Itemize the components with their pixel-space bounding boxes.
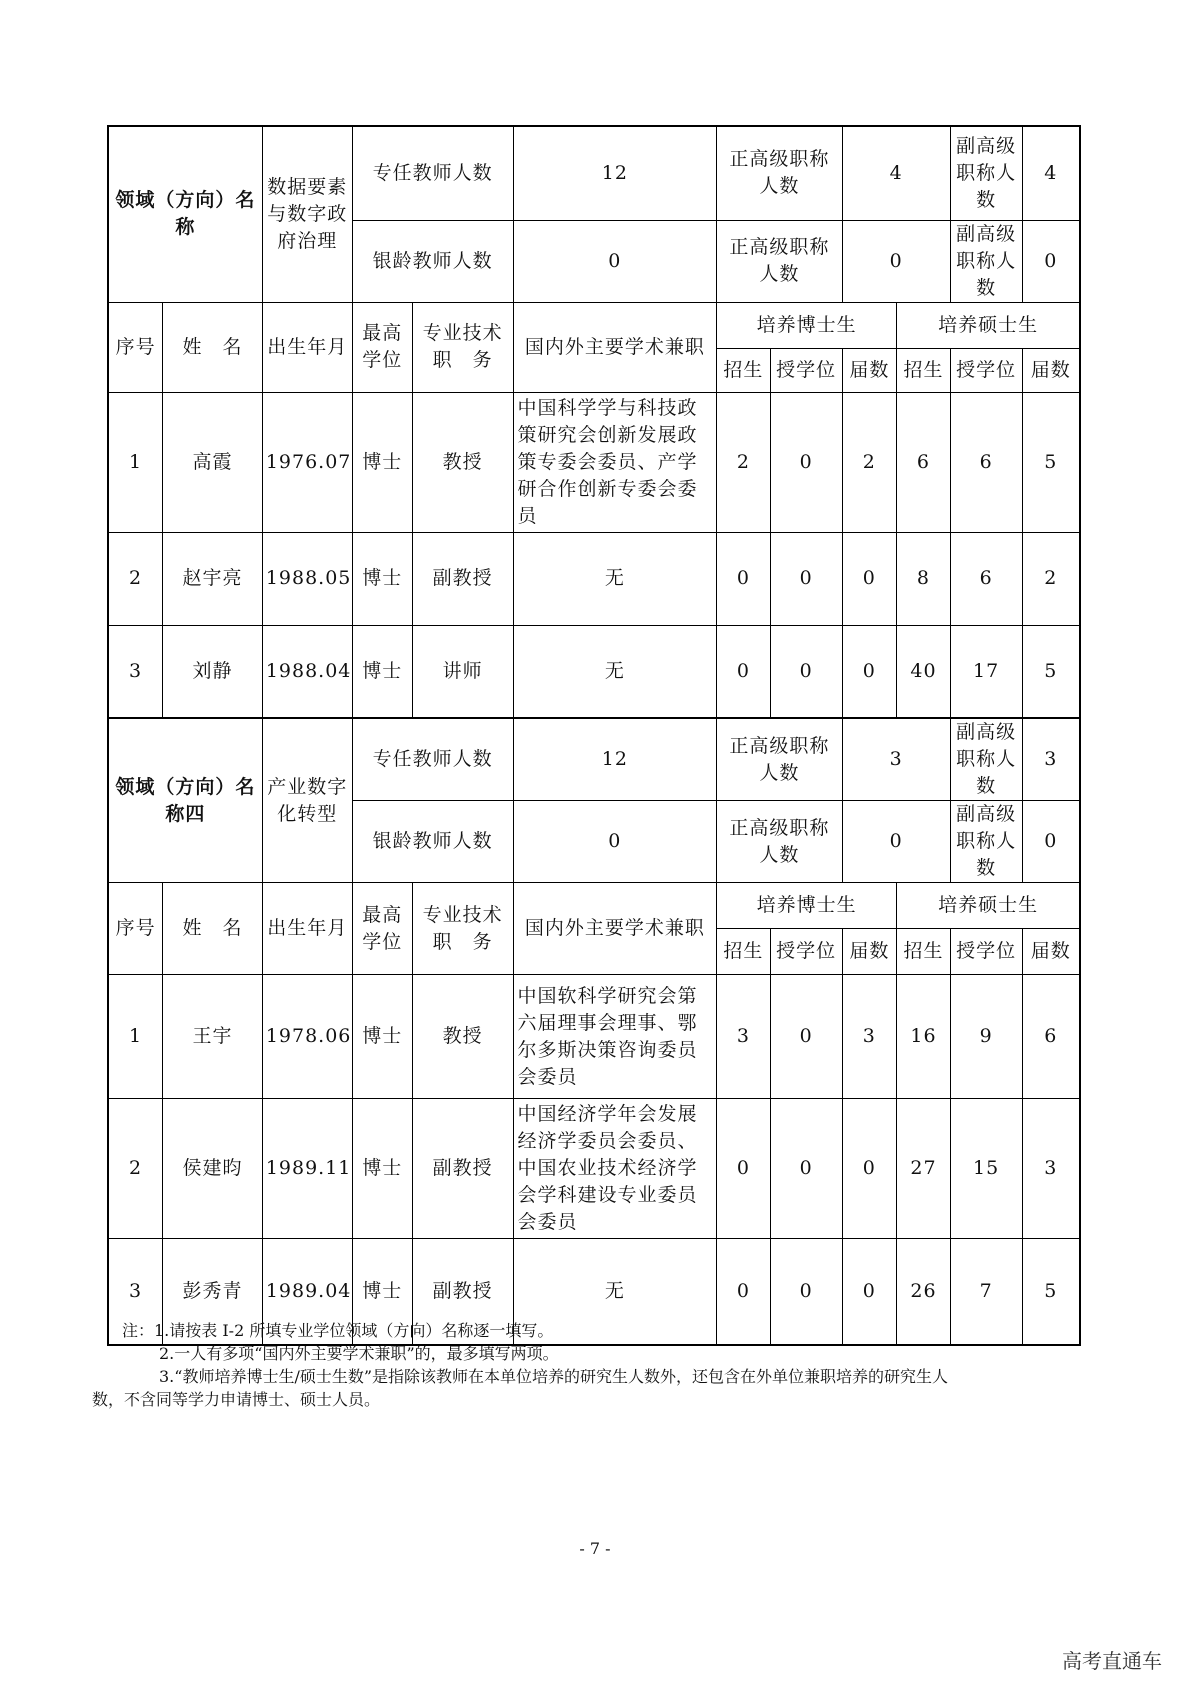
cell-phd-enroll: 0: [717, 1099, 771, 1239]
block2-senior-label: 正高级职称人数: [717, 718, 842, 801]
cell-master-degree: 6: [950, 532, 1022, 625]
cell-master-cohorts: 6: [1022, 975, 1080, 1099]
cell-seq: 3: [108, 1239, 163, 1345]
header-master-enroll: 招生: [897, 929, 951, 975]
cell-master-cohorts: 5: [1022, 625, 1080, 718]
cell-phd-enroll: 0: [717, 1239, 771, 1345]
note-2: 2.一人有多项“国内外主要学术兼职”的，最多填写两项。: [159, 1344, 559, 1363]
block1-retired-associate-value: 0: [1022, 220, 1080, 302]
block2-senior-value: 3: [842, 718, 950, 801]
header-degree: 最高学位: [352, 883, 412, 975]
cell-degree: 博士: [352, 625, 412, 718]
cell-seq: 1: [108, 392, 163, 532]
cell-master-cohorts: 5: [1022, 392, 1080, 532]
header-phd-enroll: 招生: [717, 929, 771, 975]
cell-phd-degree: 0: [770, 625, 842, 718]
header-master: 培养硕士生: [897, 883, 1080, 929]
cell-phd-cohorts: 3: [842, 975, 897, 1099]
block1-senior-label: 正高级职称人数: [717, 126, 842, 220]
block2-associate-value: 3: [1022, 718, 1080, 801]
block2-retired-associate-label: 副高级职称人数: [950, 801, 1022, 883]
header-phd-degree: 授学位: [770, 348, 842, 392]
block1-field-name: 数据要素与数字政府治理: [262, 126, 352, 302]
cell-phd-degree: 0: [770, 975, 842, 1099]
cell-master-enroll: 27: [897, 1099, 951, 1239]
header-master-cohorts: 届数: [1022, 348, 1080, 392]
cell-seq: 2: [108, 532, 163, 625]
faculty-table: [107, 125, 1081, 1346]
header-title: 专业技术职 务: [412, 302, 513, 392]
cell-title: 教授: [412, 975, 513, 1099]
block2-fulltime-label: 专任教师人数: [352, 718, 513, 801]
block2-retired-label: 银龄教师人数: [352, 801, 513, 883]
header-master: 培养硕士生: [897, 302, 1080, 348]
cell-phd-enroll: 0: [717, 625, 771, 718]
block1-retired-senior-value: 0: [842, 220, 950, 302]
cell-title: 讲师: [412, 625, 513, 718]
block1-retired-value: 0: [513, 220, 717, 302]
cell-phd-degree: 0: [770, 1239, 842, 1345]
cell-title: 副教授: [412, 532, 513, 625]
block1-retired-senior-label: 正高级职称人数: [717, 220, 842, 302]
block2-field-label: 领域（方向）名称四: [108, 718, 262, 883]
cell-master-degree: 17: [950, 625, 1022, 718]
block1-associate-label: 副高级职称人数: [950, 126, 1022, 220]
cell-master-enroll: 40: [897, 625, 951, 718]
cell-phd-enroll: 0: [717, 532, 771, 625]
header-seq: 序号: [108, 883, 163, 975]
faculty-table-wrapper: [107, 125, 1081, 1346]
block2-retired-senior-label: 正高级职称人数: [717, 801, 842, 883]
cell-name: 王宇: [163, 975, 263, 1099]
header-phd-cohorts: 届数: [842, 929, 897, 975]
header-birth: 出生年月: [262, 883, 352, 975]
header-phd-degree: 授学位: [770, 929, 842, 975]
cell-birth: 1988.05: [262, 532, 352, 625]
cell-birth: 1989.11: [262, 1099, 352, 1239]
cell-phd-degree: 0: [770, 532, 842, 625]
table-row: [108, 532, 1080, 625]
cell-affil: 无: [513, 1239, 717, 1345]
cell-seq: 1: [108, 975, 163, 1099]
block1-associate-value: 4: [1022, 126, 1080, 220]
table-notes: [92, 1319, 1082, 1411]
table-row: [108, 1099, 1080, 1239]
header-phd: 培养博士生: [717, 883, 897, 929]
block2-retired-associate-value: 0: [1022, 801, 1080, 883]
cell-title: 副教授: [412, 1239, 513, 1345]
cell-degree: 博士: [352, 392, 412, 532]
block1-fulltime-value: 12: [513, 126, 717, 220]
block2-retired-senior-value: 0: [842, 801, 950, 883]
header-title: 专业技术职 务: [412, 883, 513, 975]
cell-master-enroll: 6: [897, 392, 951, 532]
header-phd-enroll: 招生: [717, 348, 771, 392]
page-number: - 7 -: [579, 1539, 611, 1558]
cell-phd-cohorts: 2: [842, 392, 897, 532]
header-name: 姓 名: [163, 883, 263, 975]
header-master-enroll: 招生: [897, 348, 951, 392]
cell-phd-enroll: 3: [717, 975, 771, 1099]
block1-summary-row-1: [108, 126, 1080, 220]
header-name: 姓 名: [163, 302, 263, 392]
block2-associate-label: 副高级职称人数: [950, 718, 1022, 801]
cell-affil: 中国经济学年会发展经济学委员会委员、中国农业技术经济学会学科建设专业委员会委员: [513, 1099, 717, 1239]
cell-phd-cohorts: 0: [842, 1099, 897, 1239]
block1-field-label: 领域（方向）名称: [108, 126, 262, 302]
table-row: [108, 392, 1080, 532]
cell-affil: 中国软科学研究会第六届理事会理事、鄂尔多斯决策咨询委员会委员: [513, 975, 717, 1099]
cell-master-enroll: 8: [897, 532, 951, 625]
header-master-degree: 授学位: [950, 929, 1022, 975]
block2-field-name: 产业数字化转型: [262, 718, 352, 883]
cell-affil: 无: [513, 625, 717, 718]
cell-master-enroll: 16: [897, 975, 951, 1099]
cell-degree: 博士: [352, 1099, 412, 1239]
note-1: 注：1.请按表 I-2 所填专业学位领域（方向）名称逐一填写。: [122, 1321, 554, 1340]
cell-name: 彭秀青: [163, 1239, 263, 1345]
cell-master-cohorts: 3: [1022, 1099, 1080, 1239]
cell-degree: 博士: [352, 532, 412, 625]
cell-seq: 2: [108, 1099, 163, 1239]
header-birth: 出生年月: [262, 302, 352, 392]
cell-master-degree: 7: [950, 1239, 1022, 1345]
cell-phd-degree: 0: [770, 392, 842, 532]
cell-name: 赵宇亮: [163, 532, 263, 625]
cell-birth: 1988.04: [262, 625, 352, 718]
header-master-cohorts: 届数: [1022, 929, 1080, 975]
header-seq: 序号: [108, 302, 163, 392]
header-phd: 培养博士生: [717, 302, 897, 348]
cell-name: 刘静: [163, 625, 263, 718]
header-affil: 国内外主要学术兼职: [513, 883, 717, 975]
block2-retired-value: 0: [513, 801, 717, 883]
block1-senior-value: 4: [842, 126, 950, 220]
cell-phd-cohorts: 0: [842, 625, 897, 718]
cell-seq: 3: [108, 625, 163, 718]
block2-header-row-1: [108, 883, 1080, 929]
cell-phd-cohorts: 0: [842, 1239, 897, 1345]
cell-phd-degree: 0: [770, 1099, 842, 1239]
cell-name: 侯建昀: [163, 1099, 263, 1239]
table-row: [108, 975, 1080, 1099]
block2-summary-row-1: [108, 718, 1080, 801]
block1-fulltime-label: 专任教师人数: [352, 126, 513, 220]
watermark: 高考直通车: [1062, 1649, 1162, 1673]
cell-title: 教授: [412, 392, 513, 532]
block2-fulltime-value: 12: [513, 718, 717, 801]
cell-affil: 中国科学学与科技政策研究会创新发展政策专委会委员、产学研合作创新专委会委员: [513, 392, 717, 532]
cell-name: 高霞: [163, 392, 263, 532]
cell-phd-cohorts: 0: [842, 532, 897, 625]
cell-birth: 1978.06: [262, 975, 352, 1099]
cell-master-degree: 6: [950, 392, 1022, 532]
block1-retired-associate-label: 副高级职称人数: [950, 220, 1022, 302]
note-3: 3.“教师培养博士生/硕士生数”是指除该教师在本单位培养的研究生人数外，还包含在外单位兼职培养的研究生人: [159, 1367, 949, 1386]
cell-affil: 无: [513, 532, 717, 625]
cell-master-enroll: 26: [897, 1239, 951, 1345]
header-affil: 国内外主要学术兼职: [513, 302, 717, 392]
cell-master-degree: 9: [950, 975, 1022, 1099]
header-master-degree: 授学位: [950, 348, 1022, 392]
header-degree: 最高学位: [352, 302, 412, 392]
cell-degree: 博士: [352, 975, 412, 1099]
block1-retired-label: 银龄教师人数: [352, 220, 513, 302]
note-3-cont: 数，不含同等学力申请博士、硕士人员。: [92, 1390, 381, 1409]
cell-birth: 1989.04: [262, 1239, 352, 1345]
cell-master-cohorts: 2: [1022, 532, 1080, 625]
cell-degree: 博士: [352, 1239, 412, 1345]
cell-master-cohorts: 5: [1022, 1239, 1080, 1345]
cell-master-degree: 15: [950, 1099, 1022, 1239]
cell-phd-enroll: 2: [717, 392, 771, 532]
header-phd-cohorts: 届数: [842, 348, 897, 392]
cell-title: 副教授: [412, 1099, 513, 1239]
table-row: [108, 625, 1080, 718]
block1-header-row-1: [108, 302, 1080, 348]
cell-birth: 1976.07: [262, 392, 352, 532]
